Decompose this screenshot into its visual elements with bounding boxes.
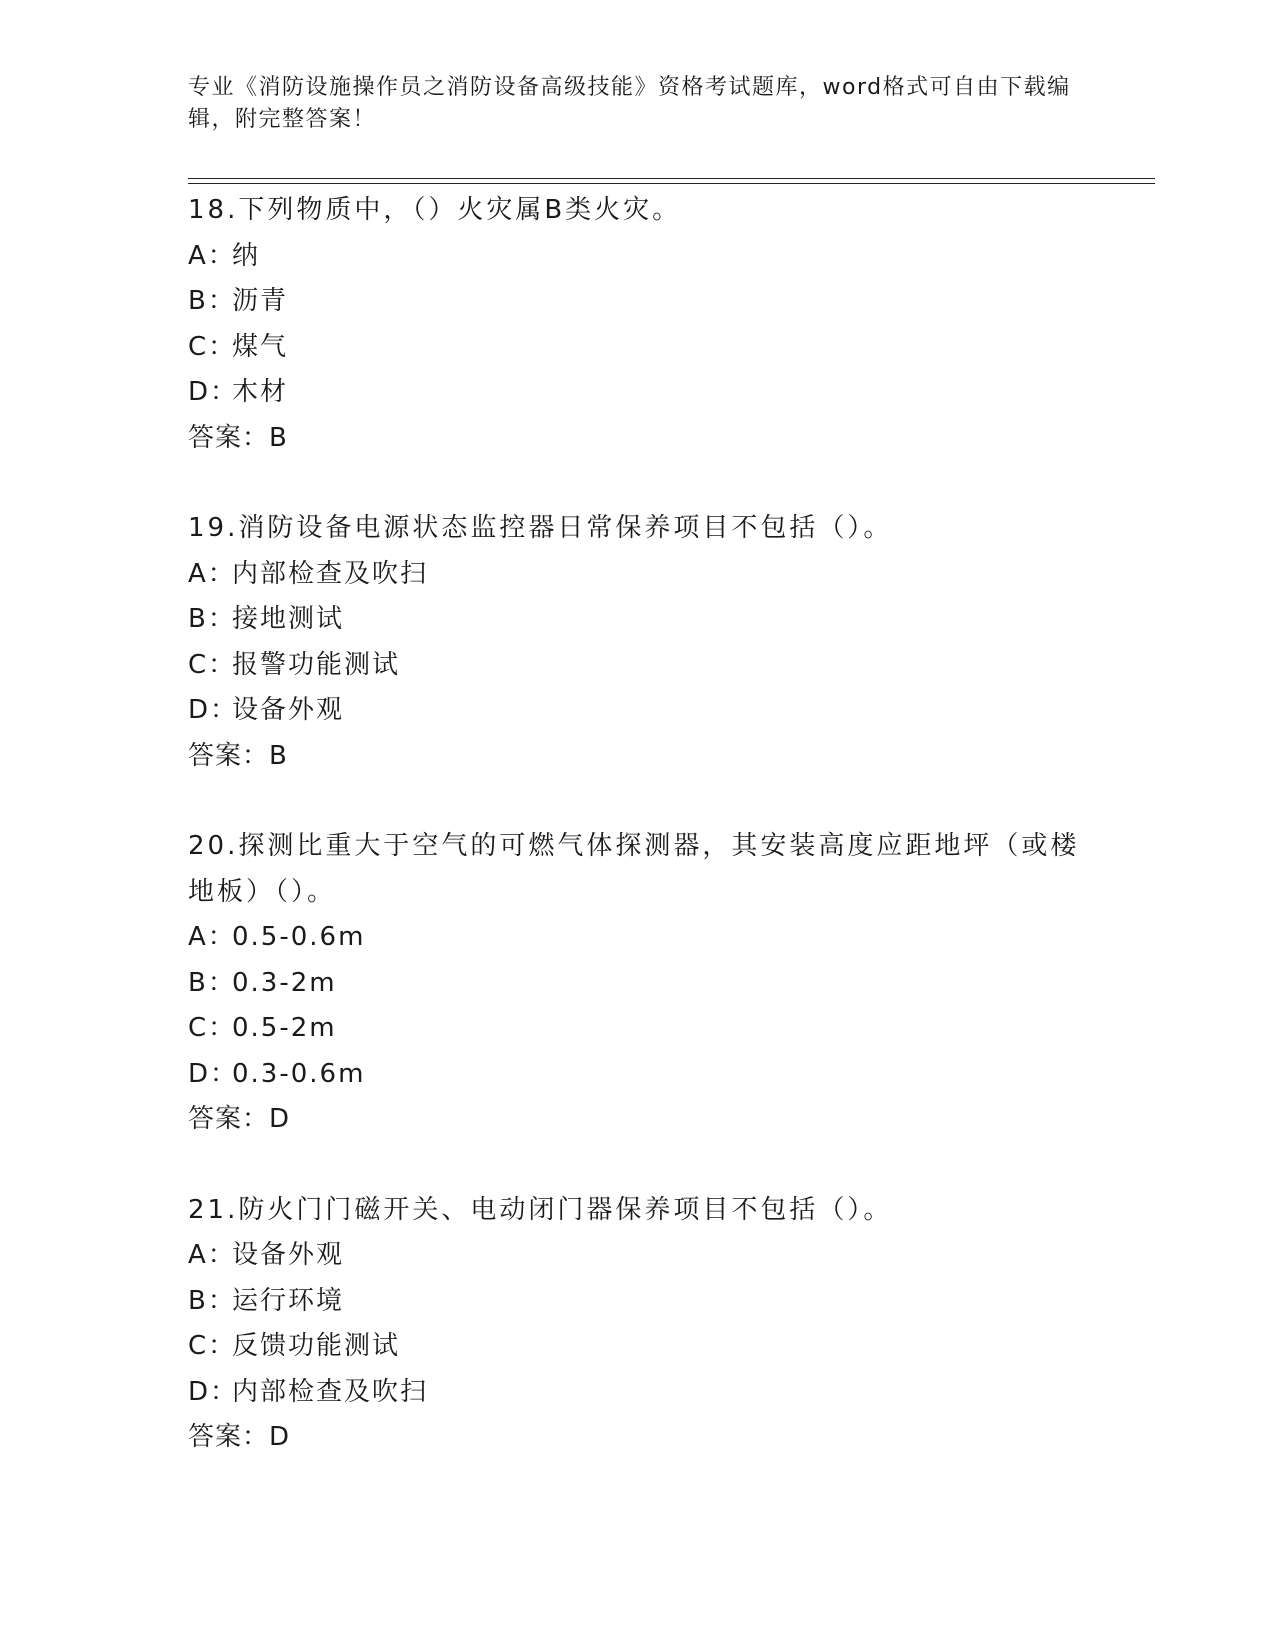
option-text: 内部检查及吹扫 (232, 558, 429, 589)
option-d (188, 688, 1088, 734)
option-list (188, 915, 1088, 1097)
option-key: A： (188, 922, 236, 952)
option-text: 内部检查及吹扫 (232, 1376, 429, 1407)
answer-line: 答案：D (188, 1104, 291, 1134)
option-key: B： (188, 1285, 236, 1316)
answer-line: 答案：D (188, 1422, 291, 1452)
option-key: A： (188, 558, 236, 589)
option-text: 反馈功能测试 (232, 1331, 401, 1361)
option-c (188, 325, 1088, 371)
question-stem: 20.探测比重大于空气的可燃气体探测器，其安装高度应距地坪（或楼地板）（）。 (188, 831, 1080, 907)
option-d (188, 1370, 1088, 1416)
option-key: B： (188, 967, 236, 998)
document-header: 专业《消防设施操作员之消防设备高级技能》资格考试题库，word格式可自由下载编辑，附完整答案！ (188, 75, 1071, 132)
option-key: C： (188, 331, 237, 362)
option-list (188, 552, 1088, 734)
option-key: A： (188, 240, 236, 271)
answer-line: 答案：B (188, 740, 288, 771)
option-text: 煤气 (232, 331, 289, 362)
option-key: D： (188, 1058, 239, 1089)
option-text: 0.3-0.6m (232, 1058, 366, 1089)
question-18 (188, 188, 1088, 461)
option-key: B： (188, 286, 236, 316)
option-b (188, 961, 1088, 1007)
option-text: 沥青 (232, 286, 289, 316)
question-stem: 21.防火门门磁开关、电动闭门器保养项目不包括（）。 (188, 1194, 893, 1225)
option-text: 0.5-0.6m (232, 922, 366, 952)
option-key: C： (188, 1013, 237, 1043)
option-key: D： (188, 377, 239, 407)
option-c (188, 1324, 1088, 1370)
option-a (188, 552, 1088, 598)
option-key: D： (188, 1376, 239, 1407)
header-divider-top (188, 178, 1155, 179)
option-list (188, 234, 1088, 416)
option-b (188, 1279, 1088, 1325)
option-a (188, 1233, 1088, 1279)
option-key: C： (188, 649, 237, 680)
option-key: C： (188, 1331, 237, 1361)
answer-line: 答案：B (188, 422, 288, 453)
option-b (188, 597, 1088, 643)
question-21 (188, 1188, 1088, 1461)
option-d (188, 1052, 1088, 1098)
option-d (188, 370, 1088, 416)
option-key: A： (188, 1240, 236, 1270)
option-a (188, 234, 1088, 280)
option-c (188, 643, 1088, 689)
option-text: 设备外观 (232, 695, 345, 725)
question-stem: 18.下列物质中，（）火灾属B类火灾。 (188, 195, 682, 225)
question-20 (188, 824, 1088, 1143)
option-text: 接地测试 (232, 604, 345, 634)
option-text: 0.5-2m (232, 1013, 337, 1043)
header-divider-bottom (188, 183, 1155, 184)
option-list (188, 1233, 1088, 1415)
option-text: 运行环境 (232, 1285, 345, 1316)
question-19 (188, 506, 1088, 779)
option-a (188, 915, 1088, 961)
option-text: 木材 (232, 377, 289, 407)
option-b (188, 279, 1088, 325)
question-stem: 19.消防设备电源状态监控器日常保养项目不包括（）。 (188, 513, 893, 543)
option-text: 0.3-2m (232, 967, 337, 998)
option-text: 设备外观 (232, 1240, 345, 1270)
option-text: 报警功能测试 (232, 649, 401, 680)
option-key: D： (188, 695, 239, 725)
question-list (188, 188, 1088, 1461)
option-text: 纳 (232, 240, 261, 271)
option-key: B： (188, 604, 236, 634)
option-c (188, 1006, 1088, 1052)
